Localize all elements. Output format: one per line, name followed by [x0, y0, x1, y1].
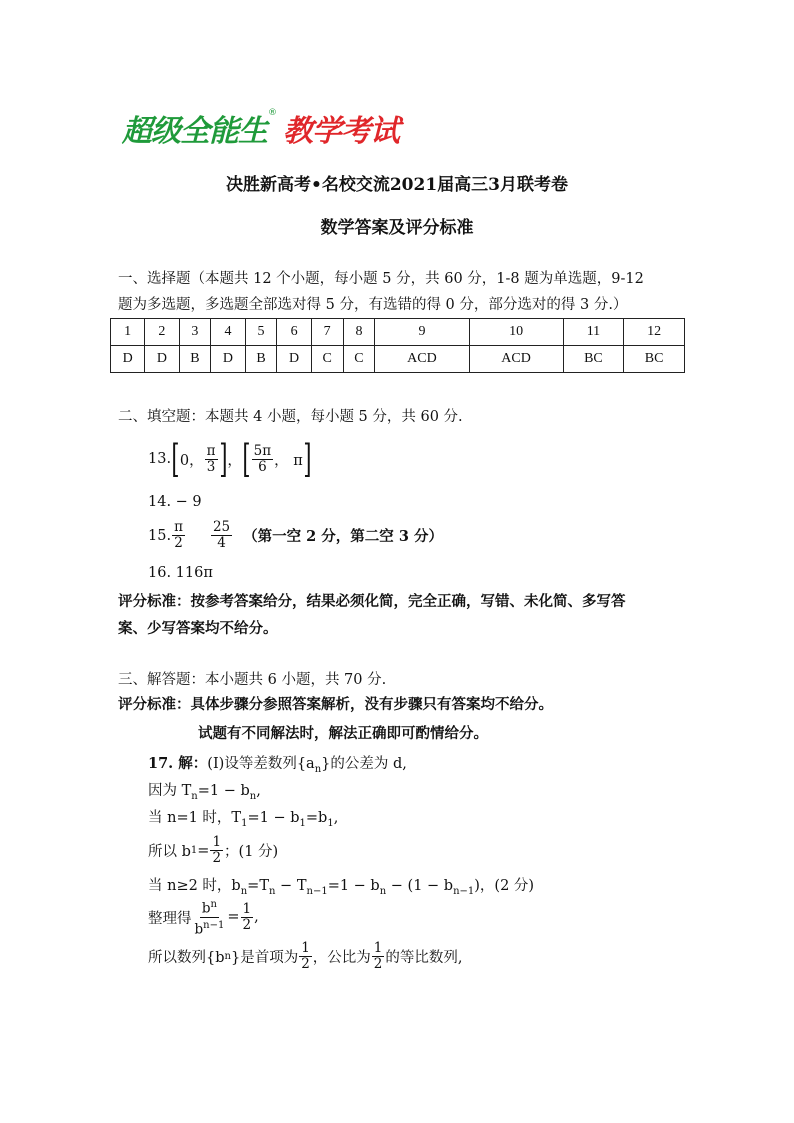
subscript: n [191, 790, 198, 802]
q17-text: =1 − b [327, 878, 380, 894]
q17-text: ；(1 分) [224, 844, 279, 860]
question-number-cell: 7 [311, 319, 343, 346]
q15-answer [148, 520, 443, 551]
subscript: n [269, 885, 276, 897]
q17-fraction [210, 835, 223, 866]
fraction-denominator: 2 [212, 850, 222, 866]
subscript: n [224, 951, 231, 962]
q17-text: )，(2 分) [474, 878, 535, 894]
section2-criteria-line1: 评分标准：按参考答案给分，结果必须化简，完全正确，写错、未化简、多写答 [118, 593, 626, 610]
q17-text: b [201, 900, 211, 917]
answer-cell: B [245, 346, 277, 373]
answer-cell: ACD [375, 346, 469, 373]
q13-b: ， π [274, 452, 303, 469]
q17-text: =1 − b [197, 783, 250, 799]
fraction-numerator: π [174, 519, 183, 535]
subscript: 1 [299, 817, 306, 829]
q17-text: =1 − b [247, 810, 300, 826]
superscript: n−1 [203, 919, 225, 931]
answer-table [110, 318, 685, 373]
q17-text: 所以 b [148, 844, 191, 860]
answer-table-number-row [111, 319, 685, 346]
subscript: n [249, 790, 257, 802]
superscript: n [210, 899, 217, 910]
q17-text: =T [247, 878, 269, 894]
subscript: n [314, 763, 322, 775]
q17-text: 的等比数列, [385, 950, 463, 966]
question-number-cell: 10 [469, 319, 563, 346]
q17-text: , [254, 909, 259, 925]
page-subtitle: 数学答案及评分标准 [320, 218, 474, 238]
q17-line3 [148, 806, 338, 829]
subscript: n [379, 885, 387, 897]
fraction-numerator: 1 [301, 940, 310, 956]
question-number-cell: 5 [245, 319, 277, 346]
fraction-denominator: 2 [242, 916, 252, 933]
question-number-cell: 8 [343, 319, 375, 346]
fraction-numerator: 25 [212, 519, 231, 535]
subscript: 1 [190, 845, 198, 856]
q13-number: 13. [148, 451, 172, 467]
brand-logo [122, 106, 399, 149]
fraction-denominator: 4 [217, 535, 226, 551]
answer-cell: C [343, 346, 375, 373]
q17-text: b [194, 921, 204, 937]
subscript: n−1 [453, 885, 475, 897]
q17-text: 整理得 [148, 910, 192, 927]
q15-fraction-1 [172, 520, 185, 551]
subscript: n−1 [306, 885, 328, 897]
question-number-cell: 6 [277, 319, 311, 346]
q13-sep: ， [227, 452, 242, 469]
fraction-numerator: 1 [212, 834, 222, 850]
answer-cell: B [179, 346, 211, 373]
fraction-denominator: 2 [301, 956, 310, 972]
fraction-numerator: 1 [373, 940, 383, 956]
fraction-numerator [200, 897, 219, 918]
q17-text: 当 n=1 时，T [148, 810, 242, 826]
section3-criteria-line1: 评分标准：具体步骤分参照答案解析，没有步骤只有答案均不给分。 [118, 696, 553, 713]
q17-text: − T [275, 878, 307, 894]
question-number-cell: 12 [624, 319, 685, 346]
fraction-denominator: 6 [258, 458, 267, 475]
answer-cell: D [145, 346, 179, 373]
logo-green-text: 超级全能生 [122, 114, 267, 149]
left-bracket: [ [171, 437, 180, 481]
fraction-denominator: 3 [206, 458, 216, 475]
q17-text: 所以数列{b [148, 950, 225, 966]
q17-text: − (1 − b [386, 878, 454, 894]
question-number-cell: 4 [211, 319, 245, 346]
question-number-cell: 11 [563, 319, 624, 346]
q13-answer [148, 437, 312, 481]
right-bracket: ] [218, 437, 227, 481]
answer-cell: D [277, 346, 311, 373]
section1-line2: 题为多选题，多选题全部选对得 5 分，有选错的得 0 分，部分选对的得 3 分.） [118, 297, 628, 313]
answer-table-answer-row [111, 346, 685, 373]
answer-cell: ACD [469, 346, 563, 373]
q13-fraction-2 [252, 444, 273, 475]
fraction-numerator: π [206, 442, 216, 459]
q17-ratio-fraction [193, 897, 227, 937]
answer-cell: BC [624, 346, 685, 373]
q17-text: =b [305, 810, 328, 826]
subscript: 1 [327, 817, 334, 829]
answer-cell: D [111, 346, 145, 373]
q17-text: , [333, 810, 339, 826]
q17-text: 因为 T [148, 783, 192, 799]
q17-text: ，公比为 [312, 950, 371, 966]
q17-line6 [148, 897, 259, 937]
q17-label: 17. 解： [148, 755, 208, 772]
q15-scoring-note: （第一空 2 分，第二空 3 分） [243, 528, 443, 545]
section2-header: 二、填空题：本题共 4 小题，每小题 5 分，共 60 分. [118, 409, 463, 425]
q17-text: , [256, 783, 261, 799]
logo-registered-mark: ® [268, 108, 277, 118]
right-bracket: ] [303, 437, 312, 481]
fraction-numerator: 1 [242, 900, 252, 917]
fraction-denominator: 2 [373, 956, 383, 972]
section2-criteria-line2: 案、少写答案均不给分。 [118, 620, 278, 637]
page-title: 决胜新高考•名校交流2021届高三3月联考卷 [225, 175, 568, 195]
section1-line1: 一、选择题（本题共 12 个小题，每小题 5 分，共 60 分，1-8 题为单选题，9-12 [118, 271, 644, 287]
fraction-denominator [193, 918, 227, 938]
question-number-cell: 2 [145, 319, 179, 346]
q17-line4 [148, 835, 278, 866]
q17-text: }是首项为 [230, 950, 299, 966]
section3-header: 三、解答题：本小题共 6 小题，共 70 分. [118, 672, 387, 688]
question-number-cell: 1 [111, 319, 145, 346]
q17-text: = [197, 842, 210, 859]
q15-number: 15. [148, 527, 172, 544]
q13-a: 0， [179, 452, 204, 469]
q17-fraction [241, 902, 254, 933]
q15-fraction-2 [211, 520, 232, 551]
question-number-cell: 9 [375, 319, 469, 346]
q17-text: = [227, 909, 240, 925]
answer-cell: C [311, 346, 343, 373]
q16-answer: 16. 116π [148, 565, 213, 581]
question-number-cell: 3 [179, 319, 211, 346]
q17-text: (Ⅰ)设等差数列{a [207, 756, 315, 772]
logo-red-text: 教学考试 [283, 114, 399, 149]
answer-cell: D [211, 346, 245, 373]
q17-fraction [299, 941, 312, 972]
left-bracket: [ [242, 437, 251, 481]
q17-line7 [148, 941, 463, 972]
q13-fraction-1 [205, 444, 218, 475]
q17-text: }的公差为 d, [321, 756, 407, 772]
q14-answer: 14. − 9 [148, 494, 202, 510]
answer-cell: BC [563, 346, 624, 373]
fraction-numerator: 5π [253, 442, 272, 459]
subscript: n [240, 885, 248, 897]
q17-line5 [148, 874, 534, 897]
subscript: 1 [241, 817, 248, 829]
q17-line1 [148, 752, 407, 775]
q17-text: 当 n≥2 时，b [148, 878, 241, 894]
section3-criteria-line2: 试题有不同解法时，解法正确即可酌情给分。 [198, 725, 488, 742]
q17-fraction [372, 941, 385, 972]
q17-line2 [148, 779, 261, 802]
fraction-denominator: 2 [174, 535, 183, 551]
